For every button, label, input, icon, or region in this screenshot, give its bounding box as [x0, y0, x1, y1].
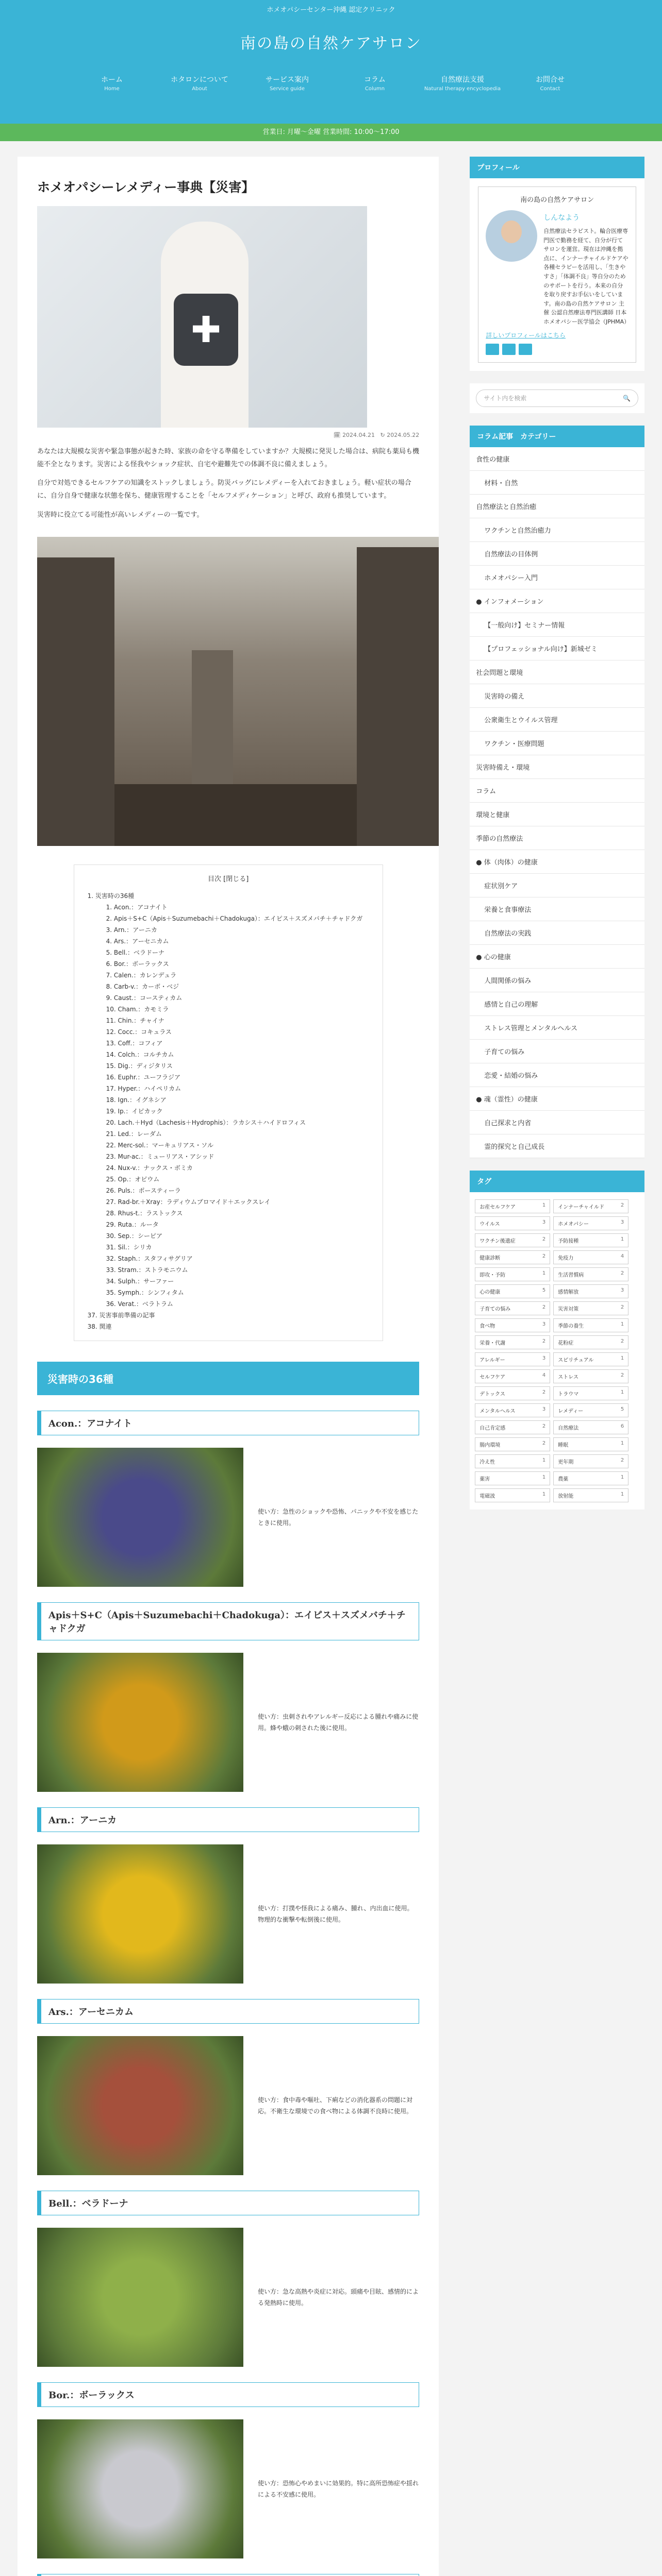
nav-item[interactable] — [331, 70, 419, 96]
toc-item[interactable]: 1. 災害時の36種 — [87, 892, 135, 900]
tag-item[interactable] — [475, 1420, 550, 1434]
toc-item[interactable]: 14. Colch.：コルチカム — [106, 1051, 174, 1059]
tag-count: 1 — [542, 1270, 546, 1276]
tag-item[interactable] — [553, 1471, 628, 1485]
toc-item[interactable]: 5. Bell.：ベラドーナ — [106, 949, 164, 957]
tag-label: 健康診断 — [479, 1255, 501, 1261]
tag-count: 1 — [620, 1491, 624, 1497]
profile-title: 南の島の自然ケアサロン — [520, 196, 594, 204]
remedy-description: 使い方：恐怖心やめまいに効果的。特に高所恐怖症や揺れによる不安感に使用。 — [258, 2479, 419, 2499]
remedy-body — [37, 1844, 419, 1984]
top-bar — [0, 0, 662, 21]
toc-item[interactable]: 24. Nux-v.：ナックス・ボミカ — [106, 1164, 193, 1172]
tag-count: 1 — [620, 1474, 624, 1480]
remedy-image — [37, 1844, 243, 1984]
site-title[interactable]: 南の島の自然ケアサロン — [240, 35, 422, 53]
tag-item[interactable] — [553, 1284, 628, 1298]
category-item[interactable]: 季節の自然療法 — [470, 826, 644, 850]
tag-count: 2 — [542, 1236, 546, 1242]
category-item[interactable]: 【一般向け】セミナー情報 — [470, 613, 644, 637]
tag-count: 1 — [620, 1355, 624, 1361]
tag-label: アレルギー — [479, 1357, 505, 1363]
category-item[interactable]: 栄養と食事療法 — [470, 897, 644, 921]
tag-item[interactable] — [553, 1369, 628, 1383]
tag-label: 予防接種 — [558, 1238, 579, 1244]
toc-item[interactable]: 37. 災害事前準備の記事 — [87, 1312, 155, 1319]
intro-paragraph-1: あなたは大規模な災害や緊急事態が起きた時、家族の命を守る準備をしていますか？大規模に発災した場合は、病院も薬局も機能不全となります。災害による怪我やショック症状、自宅や避難先での体調不良に備えましょう。 — [37, 448, 420, 468]
category-item[interactable]: 人間関係の悩み — [470, 969, 644, 992]
tag-item[interactable] — [475, 1386, 550, 1400]
category-item[interactable]: 公衆衛生とウイルス管理 — [470, 708, 644, 732]
remedy-description: 使い方：打撲や怪我による痛み、腫れ、内出血に使用。物理的な衝撃や転倒後に使用。 — [258, 1904, 413, 1924]
tag-item[interactable] — [475, 1199, 550, 1213]
toc-item[interactable]: 4. Ars.：アーセニカム — [106, 938, 169, 945]
remedy-body — [37, 2036, 419, 2175]
tag-label: 生活習慣病 — [558, 1272, 584, 1278]
tag-item[interactable] — [553, 1267, 628, 1281]
toc-item[interactable]: 7. Calen.：カレンデュラ — [106, 972, 177, 979]
table-of-contents — [74, 865, 383, 1341]
tag-item[interactable] — [553, 1488, 628, 1502]
main-content — [18, 157, 439, 2576]
nav-sublabel: Service guide — [269, 86, 305, 92]
profile-widget — [470, 157, 644, 371]
tag-label: 冷え性 — [479, 1459, 495, 1465]
tag-label: 季節の養生 — [558, 1323, 584, 1329]
tag-label: メンタルヘルス — [479, 1408, 516, 1414]
category-heading: コラム記事 カテゴリー — [470, 426, 644, 447]
rubble — [114, 784, 357, 846]
tag-label: 更年期 — [558, 1459, 574, 1465]
toc-item[interactable]: 21. Led.：レーダム — [106, 1130, 162, 1138]
tag-label: 花粉症 — [558, 1340, 574, 1346]
category-item[interactable]: 恋愛・結婚の悩み — [470, 1063, 644, 1087]
tag-count: 1 — [620, 1236, 624, 1242]
tag-label: 免疫力 — [558, 1255, 574, 1261]
search-placeholder: サイト内を検索 — [484, 395, 527, 402]
tag-count: 3 — [542, 1355, 546, 1361]
first-aid-bag-icon: ✚ — [174, 294, 238, 366]
tag-count: 2 — [620, 1202, 624, 1208]
tag-label: 腸内環境 — [479, 1442, 501, 1448]
toc-item[interactable]: 18. Ign.：イグネシア — [106, 1096, 167, 1104]
tag-item[interactable] — [475, 1233, 550, 1247]
nav-label: 自然療法支援 — [441, 76, 484, 84]
remedy-heading: Acon.：アコナイト — [37, 1411, 419, 1435]
tag-count: 4 — [620, 1253, 624, 1259]
toc-list — [88, 890, 369, 1332]
nav-item[interactable] — [243, 70, 331, 96]
tag-count: 1 — [542, 1491, 546, 1497]
profile-link[interactable]: 詳しいプロフィールはこちら — [486, 331, 566, 339]
remedy-description: 使い方：虫刺されやアレルギー反応による腫れや痛みに使用。蜂や蛾の刺された後に使用。 — [258, 1713, 419, 1732]
remedy-description: 使い方：食中毒や嘔吐、下痢などの消化器系の問題に対応。不衛生な環境での食べ物による体調不良時に使用。 — [258, 2096, 413, 2115]
site-header — [0, 21, 662, 67]
tag-item[interactable] — [475, 1437, 550, 1451]
category-item[interactable]: 自然療法の目体例 — [470, 542, 644, 566]
toc-item[interactable]: 29. Ruta.：ルータ — [106, 1221, 159, 1229]
tag-item[interactable] — [553, 1420, 628, 1434]
tag-item[interactable] — [475, 1488, 550, 1502]
share-button[interactable] — [502, 344, 516, 355]
tag-count: 5 — [542, 1287, 546, 1293]
tag-label: 災害対策 — [558, 1306, 579, 1312]
toc-item[interactable]: 8. Carb-v.：カーボ・ベジ — [106, 983, 179, 991]
tag-label: 自己肯定感 — [479, 1425, 506, 1431]
tag-item[interactable] — [475, 1454, 550, 1468]
remedy-image — [37, 2036, 243, 2175]
tag-item[interactable] — [475, 1471, 550, 1485]
category-item[interactable]: ● 魂（霊性）の健康 — [470, 1087, 644, 1111]
category-item[interactable]: 食性の健康 — [470, 447, 644, 471]
tag-item[interactable] — [475, 1216, 550, 1230]
category-item[interactable]: 霊的探究と自己成長 — [470, 1134, 644, 1158]
remedy-heading: Apis＋S+C（Apis＋Suzumebachi＋Chadokuga）：エイピス＋スズメバチ＋チャドクガ — [37, 1602, 419, 1640]
toc-item[interactable]: 25. Op.：オピウム — [106, 1176, 160, 1183]
tag-item[interactable] — [475, 1250, 550, 1264]
tag-count: 3 — [620, 1219, 624, 1225]
remedy-image — [37, 2228, 243, 2367]
tag-label: 栄養・代謝 — [479, 1340, 506, 1346]
tag-label: 即攻・予防 — [479, 1272, 506, 1278]
tag-label: 子育ての悩み — [479, 1306, 511, 1312]
category-item[interactable]: ● インフォメーション — [470, 589, 644, 613]
post-title: ホメオパシーレメディー事典【災害】 — [37, 180, 255, 195]
tag-item[interactable] — [475, 1369, 550, 1383]
tag-item[interactable] — [553, 1216, 628, 1230]
tag-count: 3 — [542, 1406, 546, 1412]
category-item[interactable]: 自然療法の実践 — [470, 921, 644, 945]
profile-heading: プロフィール — [470, 157, 644, 178]
tag-item[interactable] — [553, 1318, 628, 1332]
category-item[interactable]: ワクチン・医療問題 — [470, 732, 644, 755]
toc-item[interactable]: 36. Verat.：ベラトラム — [106, 1300, 173, 1308]
disaster-city-image — [37, 537, 439, 846]
nav-item[interactable] — [68, 70, 156, 96]
tag-count: 3 — [542, 1219, 546, 1225]
toc-item[interactable]: 16. Euphr.：ユーフラジア — [106, 1074, 180, 1081]
toc-item[interactable]: 26. Puls.：ポースティーラ — [106, 1187, 181, 1195]
remedy-body — [37, 1448, 419, 1587]
tag-label: スピリチュアル — [558, 1357, 594, 1363]
remedy-heading: Ars.：アーセニカム — [37, 1999, 419, 2024]
remedy-heading: Arn.：アーニカ — [37, 1807, 419, 1832]
category-item[interactable]: 【プロフェッショナル向け】新城ゼミ — [470, 637, 644, 660]
tag-item[interactable] — [475, 1284, 550, 1298]
remedy-image — [37, 2419, 243, 2558]
toc-item[interactable]: 20. Lach.＋Hyd（Lachesis＋Hydrophis）：ラカシス＋ハイドロフィス — [106, 1119, 306, 1127]
toc-item[interactable]: 1. Acon.：アコナイト — [106, 904, 168, 911]
category-item[interactable]: ● 体（肉体）の健康 — [470, 850, 644, 874]
category-widget — [470, 426, 644, 1158]
category-item[interactable]: 環境と健康 — [470, 803, 644, 826]
tag-count: 2 — [542, 1338, 546, 1344]
toc-item[interactable]: 3. Arn.：アーニカ — [106, 926, 157, 934]
toc-item[interactable]: 19. Ip.：イピカック — [106, 1108, 163, 1115]
tag-heading: タグ — [470, 1171, 644, 1192]
sidebar — [470, 157, 644, 2576]
tag-item[interactable] — [475, 1318, 550, 1332]
toc-item[interactable]: 35. Symph.：シンフィタム — [106, 1289, 184, 1297]
tag-label: 心の健康 — [479, 1289, 501, 1295]
nav-sublabel: Home — [104, 86, 120, 92]
tag-count: 2 — [620, 1457, 624, 1463]
tag-item[interactable] — [475, 1267, 550, 1281]
refresh-icon: ↻ — [380, 432, 387, 438]
nav-item[interactable] — [506, 70, 594, 96]
tag-item[interactable] — [553, 1301, 628, 1315]
building-right — [357, 547, 439, 846]
tag-label: ウイルス — [479, 1221, 500, 1227]
profile-name[interactable]: しんなよう — [543, 214, 580, 222]
tag-count: 2 — [620, 1372, 624, 1378]
toc-item[interactable]: 6. Bor.：ボーラックス — [106, 960, 169, 968]
tag-label: ホメオパシー — [558, 1221, 589, 1227]
building-left — [37, 557, 114, 846]
tag-item[interactable] — [475, 1301, 550, 1315]
tag-count: 4 — [542, 1372, 546, 1378]
category-item[interactable]: 災害時備え・環境 — [470, 755, 644, 779]
toc-item[interactable]: 33. Stram.：ストラモニウム — [106, 1266, 188, 1274]
tag-widget — [470, 1171, 644, 1510]
toc-item[interactable]: 38. 関連 — [87, 1323, 112, 1331]
nav-sublabel: Column — [365, 86, 385, 92]
profile-text: 自然療法セラピスト。輪合医療専門医で勤務を経て、自分が行てサロンを運営。現在は沖縄を拠点に、インナーチャイルドケアや各種セラピーを活用し、「生きやすさ」「体調不良」等自分のためのサポートを行う。本来の自分を取り戻すお手伝いをしています。南の島の自然ケアサロン 主催 公認自然療法専門医講師 日本ホメオパシー医学協会（JPHMA） — [543, 228, 630, 325]
tag-count: 2 — [542, 1389, 546, 1395]
post-dates — [37, 432, 419, 438]
nav-sublabel: Natural therapy encyclopedia — [424, 86, 501, 92]
category-item[interactable]: 子育ての悩み — [470, 1040, 644, 1063]
calendar-icon: 🗓 — [333, 432, 343, 438]
nav-label: お問合せ — [536, 76, 565, 84]
toc-item[interactable]: 30. Sep.：シーピア — [106, 1232, 162, 1240]
toc-item[interactable]: 34. Sulph.：サーファー — [106, 1278, 174, 1285]
tag-item[interactable] — [553, 1454, 628, 1468]
toc-item[interactable]: 27. Rad-br.＋Xray：ラディウムブロマイド＋エックスレイ — [106, 1198, 271, 1206]
tag-count: 3 — [620, 1287, 624, 1293]
share-button[interactable] — [486, 344, 499, 355]
remedy-body — [37, 1653, 419, 1792]
tag-label: ストレス — [558, 1374, 578, 1380]
intro-paragraph-2: 自分で対処できるセルフケアの知識をストックしましょう。防災バッグにレメディーを入れておきましょう。軽い症状の場合に、自分自身で健康な状態を保ち、健康管理することを「セルフメディケーション」と呼び、政府も推奨しています。 — [37, 479, 411, 500]
toc-item[interactable]: 32. Staph.：スタフィサグリア — [106, 1255, 193, 1263]
toc-item[interactable]: 31. Sil.：シリカ — [106, 1244, 152, 1251]
tag-count: 2 — [620, 1304, 624, 1310]
search-widget — [470, 383, 644, 413]
tag-label: レメディー — [558, 1408, 584, 1414]
tag-item[interactable] — [553, 1403, 628, 1417]
toc-item[interactable]: 12. Cocc.：コキュラス — [106, 1028, 172, 1036]
tag-item[interactable] — [475, 1403, 550, 1417]
tag-count: 2 — [620, 1338, 624, 1344]
nav-sublabel: About — [192, 86, 207, 92]
tag-label: お産セルフケア — [479, 1204, 516, 1210]
share-button[interactable] — [519, 344, 532, 355]
tag-count: 1 — [620, 1440, 624, 1446]
notice-text: 営業日: 月曜〜金曜 営業時間: 10:00〜17:00 — [262, 128, 400, 136]
tag-item[interactable] — [553, 1437, 628, 1451]
nav-label: サービス案内 — [266, 76, 309, 84]
category-item[interactable]: ストレス管理とメンタルヘルス — [470, 1016, 644, 1040]
tag-cloud — [470, 1192, 644, 1510]
tag-label: 自然療法 — [558, 1425, 579, 1431]
toc-item[interactable]: 17. Hyper.：ハイペリカム — [106, 1085, 181, 1093]
share-buttons — [486, 344, 628, 355]
tag-label: 感情解放 — [558, 1289, 579, 1295]
category-item[interactable]: 自己探求と内省 — [470, 1111, 644, 1134]
remedy-description: 使い方：急性のショックや恐怖、パニックや不安を感じたときに使用。 — [258, 1507, 419, 1527]
tag-count: 2 — [542, 1253, 546, 1259]
nav-label: コラム — [364, 76, 386, 84]
tag-label: ワクチン後遺症 — [479, 1238, 516, 1244]
business-hours-notice — [0, 124, 662, 141]
tag-item[interactable] — [553, 1233, 628, 1247]
tag-item[interactable] — [553, 1199, 628, 1213]
nav-item[interactable] — [419, 70, 506, 96]
category-item[interactable]: 災害時の備え — [470, 684, 644, 708]
tag-item[interactable] — [553, 1352, 628, 1366]
remedy-heading: Bell.：ベラドーナ — [37, 2191, 419, 2215]
tag-label: 農薬 — [558, 1476, 569, 1482]
tag-label: 電磁波 — [479, 1493, 495, 1499]
tag-label: インナーチャイルド — [558, 1204, 604, 1210]
tag-item[interactable] — [553, 1250, 628, 1264]
tag-count: 1 — [620, 1389, 624, 1395]
tag-count: 1 — [542, 1457, 546, 1463]
remedy-body — [37, 2228, 419, 2367]
tag-label: 睡眠 — [558, 1442, 569, 1448]
category-item[interactable]: 社会問題と環境 — [470, 660, 644, 684]
nav-label: ホーム — [101, 76, 123, 84]
published-date: 2024.04.21 — [342, 432, 375, 438]
tag-count: 1 — [542, 1202, 546, 1208]
category-item[interactable]: コラム — [470, 779, 644, 803]
tag-label: セルフケア — [479, 1374, 505, 1380]
toc-item[interactable]: 2. Apis＋S+C（Apis＋Suzumebachi＋Chadokuga）：エイピス＋スズメバチ＋チャドクガ — [106, 915, 363, 923]
remedy-list — [37, 1411, 419, 2576]
tag-label: 薬害 — [479, 1476, 490, 1482]
tag-label: デトックス — [479, 1391, 505, 1397]
eyecatch-image — [37, 206, 367, 428]
toc-item[interactable]: 13. Coff.：コフィア — [106, 1040, 163, 1047]
tag-label: 食べ物 — [479, 1323, 495, 1329]
remedy-description: 使い方：急な高熱や炎症に対応。頭痛や目眩、感情的による発熱時に使用。 — [258, 2287, 419, 2307]
toc-item[interactable]: 15. Dig.：ディジタリス — [106, 1062, 173, 1070]
remedy-heading: Bor.：ボーラックス — [37, 2382, 419, 2407]
toc-item[interactable]: 28. Rhus-t.：ラストックス — [106, 1210, 183, 1217]
global-nav — [0, 67, 662, 124]
remedy-body — [37, 2419, 419, 2558]
category-item[interactable]: 自然療法と自然治癒 — [470, 495, 644, 518]
category-item[interactable]: 症状別ケア — [470, 874, 644, 897]
category-item[interactable]: 材料・自然 — [470, 471, 644, 495]
toc-item[interactable]: 23. Mur-ac.：ミューリアス・アシッド — [106, 1153, 214, 1161]
category-item[interactable]: ホメオパシー入門 — [470, 566, 644, 589]
tag-count: 3 — [542, 1321, 546, 1327]
nav-label: ホタロンについて — [171, 76, 228, 84]
top-bar-text: ホメオパシーセンター沖縄 認定クリニック — [267, 6, 395, 14]
tag-item[interactable] — [475, 1335, 550, 1349]
toc-item[interactable]: 9. Caust.：コースティカム — [106, 994, 183, 1002]
nav-sublabel: Contact — [540, 86, 560, 92]
tag-count: 2 — [542, 1423, 546, 1429]
tag-item[interactable] — [475, 1352, 550, 1366]
tag-label: 放射能 — [558, 1493, 574, 1499]
remedy-heading — [37, 2574, 419, 2576]
intro-paragraph-3: 災害時に役立てる可能性が高いレメディーの一覧です。 — [37, 511, 204, 519]
tag-item[interactable] — [553, 1335, 628, 1349]
tag-count: 2 — [542, 1304, 546, 1310]
search-input[interactable] — [476, 389, 638, 407]
tag-count: 2 — [542, 1440, 546, 1446]
toc-item[interactable]: 10. Cham.：カモミラ — [106, 1006, 169, 1013]
category-item[interactable]: ワクチンと自然治癒力 — [470, 518, 644, 542]
tag-count: 6 — [620, 1423, 624, 1429]
section-heading: 災害時の36種 — [37, 1362, 419, 1395]
search-icon[interactable]: 🔍 — [623, 394, 631, 402]
toc-title[interactable]: 目次 [閉じる] — [207, 875, 249, 884]
tag-count: 5 — [620, 1406, 624, 1412]
tag-count: 1 — [620, 1321, 624, 1327]
toc-item[interactable]: 22. Merc-sol.：マーキュリアス・ソル — [106, 1142, 214, 1149]
remedy-image — [37, 1448, 243, 1587]
tag-count: 1 — [542, 1474, 546, 1480]
category-list — [470, 447, 644, 1158]
tag-label: トラウマ — [558, 1391, 579, 1397]
tag-count: 2 — [620, 1270, 624, 1276]
category-item[interactable]: 感情と自己の理解 — [470, 992, 644, 1016]
avatar — [486, 210, 537, 262]
category-item[interactable]: ● 心の健康 — [470, 945, 644, 969]
toc-item[interactable]: 11. Chin.：チャイナ — [106, 1017, 164, 1025]
tag-item[interactable] — [553, 1386, 628, 1400]
remedy-image — [37, 1653, 243, 1792]
profile-box — [478, 187, 636, 363]
nav-item[interactable] — [156, 70, 243, 96]
updated-date: 2024.05.22 — [387, 432, 420, 438]
